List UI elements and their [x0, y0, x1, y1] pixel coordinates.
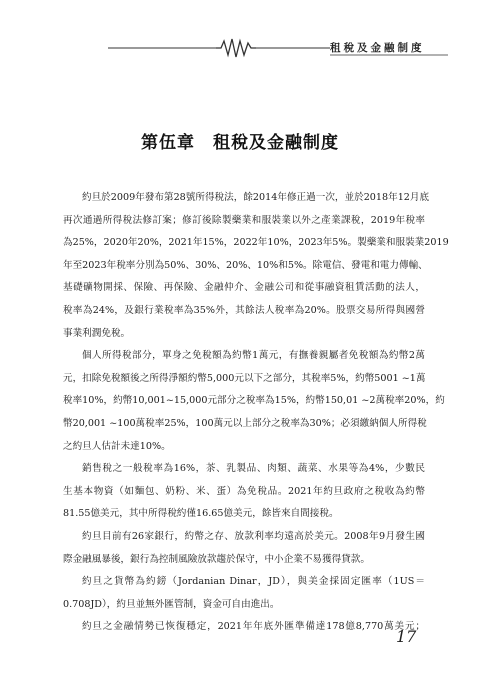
text-line: 幣20,001 ~100萬稅率25%，100萬元以上部分之稅率為30%；必須繳納個人所得稅 — [63, 417, 427, 429]
text-line: 之約旦人估計未達10%。 — [63, 440, 171, 452]
paragraph-personal-income-tax — [63, 345, 445, 458]
text-line: 銷售稅之一般稅率為16%，茶、乳製品、肉類、蔬菜、水果等為4%，少數民 — [82, 463, 425, 475]
text-line: 稅率為24%，及銀行業稅率為35%外，其餘法人稅率為20%。股票交易所得與國營 — [63, 304, 425, 316]
text-line: 年至2023年稅率分別為50%、30%、20%、10%和5%。除電信、發電和電力傳輸、 — [63, 259, 428, 271]
text-line: 約旦目前有26家銀行，約幣之存、放款利率均遠高於美元。2008年9月發生國 — [82, 530, 425, 542]
text-line: 稅率10%，約幣10,001~15,000元部分之稅率為15%，約幣150,01 ~2萬稅率20%，約 — [63, 395, 445, 407]
text-line: 約旦於2009年發布第28號所得稅法，餘2014年修正過一次，並於2018年12月底 — [82, 192, 430, 203]
text-line: 再次通過所得稅法修訂案；修訂後除製藥業和服裝業以外之產業課稅，2019年稅率 — [63, 214, 425, 226]
body-text — [63, 187, 449, 639]
text-line: 事業利潤免稅。 — [63, 327, 131, 339]
running-header-title: 租稅及金融制度 — [330, 42, 425, 54]
text-line: 為25%，2020年20%，2021年15%，2022年10%，2023年5%。製藥業和服裝業2019 — [63, 237, 449, 249]
text-line: 約旦之金融情勢已恢復穩定，2021年年底外匯準備達178億8,770萬美元； — [82, 621, 425, 633]
text-line: 元，扣除免稅額後之所得淨額約幣5,000元以下之部分，其稅率5%，約幣5001 ~1萬 — [63, 372, 426, 384]
paragraph-currency — [63, 571, 425, 616]
chapter-title: 第伍章 租稅及金融制度 — [141, 133, 339, 153]
text-line: 生基本物資（如麵包、奶粉、米、蛋）為免稅品。2021年約旦政府之稅收為約幣 — [63, 485, 425, 497]
text-line: 0.708JD），約旦並無外匯管制，資金可自由進出。 — [63, 598, 280, 610]
page-number: 17 — [396, 627, 417, 646]
text-line: 約旦之貨幣為約鎊（Jordanian Dinar，JD），與美金採固定匯率（1US＝ — [82, 576, 425, 588]
running-header — [0, 36, 480, 60]
paragraph-sales-tax — [63, 458, 425, 526]
paragraph-corporate-tax — [63, 187, 449, 345]
paragraph-financial-situation — [63, 616, 425, 639]
text-line: 基礎礦物開採、保險、再保險、金融仲介、金融公司和從事融資租賃活動的法人， — [63, 282, 425, 294]
paragraph-banks — [63, 526, 425, 571]
text-line: 個人所得稅部分，單身之免稅額為約幣1萬元，有撫養親屬者免稅額為約幣2萬 — [82, 350, 425, 362]
text-line: 際金融風暴後，銀行為控制風險放款趨於保守，中小企業不易獲得貸款。 — [63, 553, 370, 565]
text-line: 81.55億美元，其中所得稅約僅16.65億美元，餘皆來自間接稅。 — [63, 508, 339, 520]
